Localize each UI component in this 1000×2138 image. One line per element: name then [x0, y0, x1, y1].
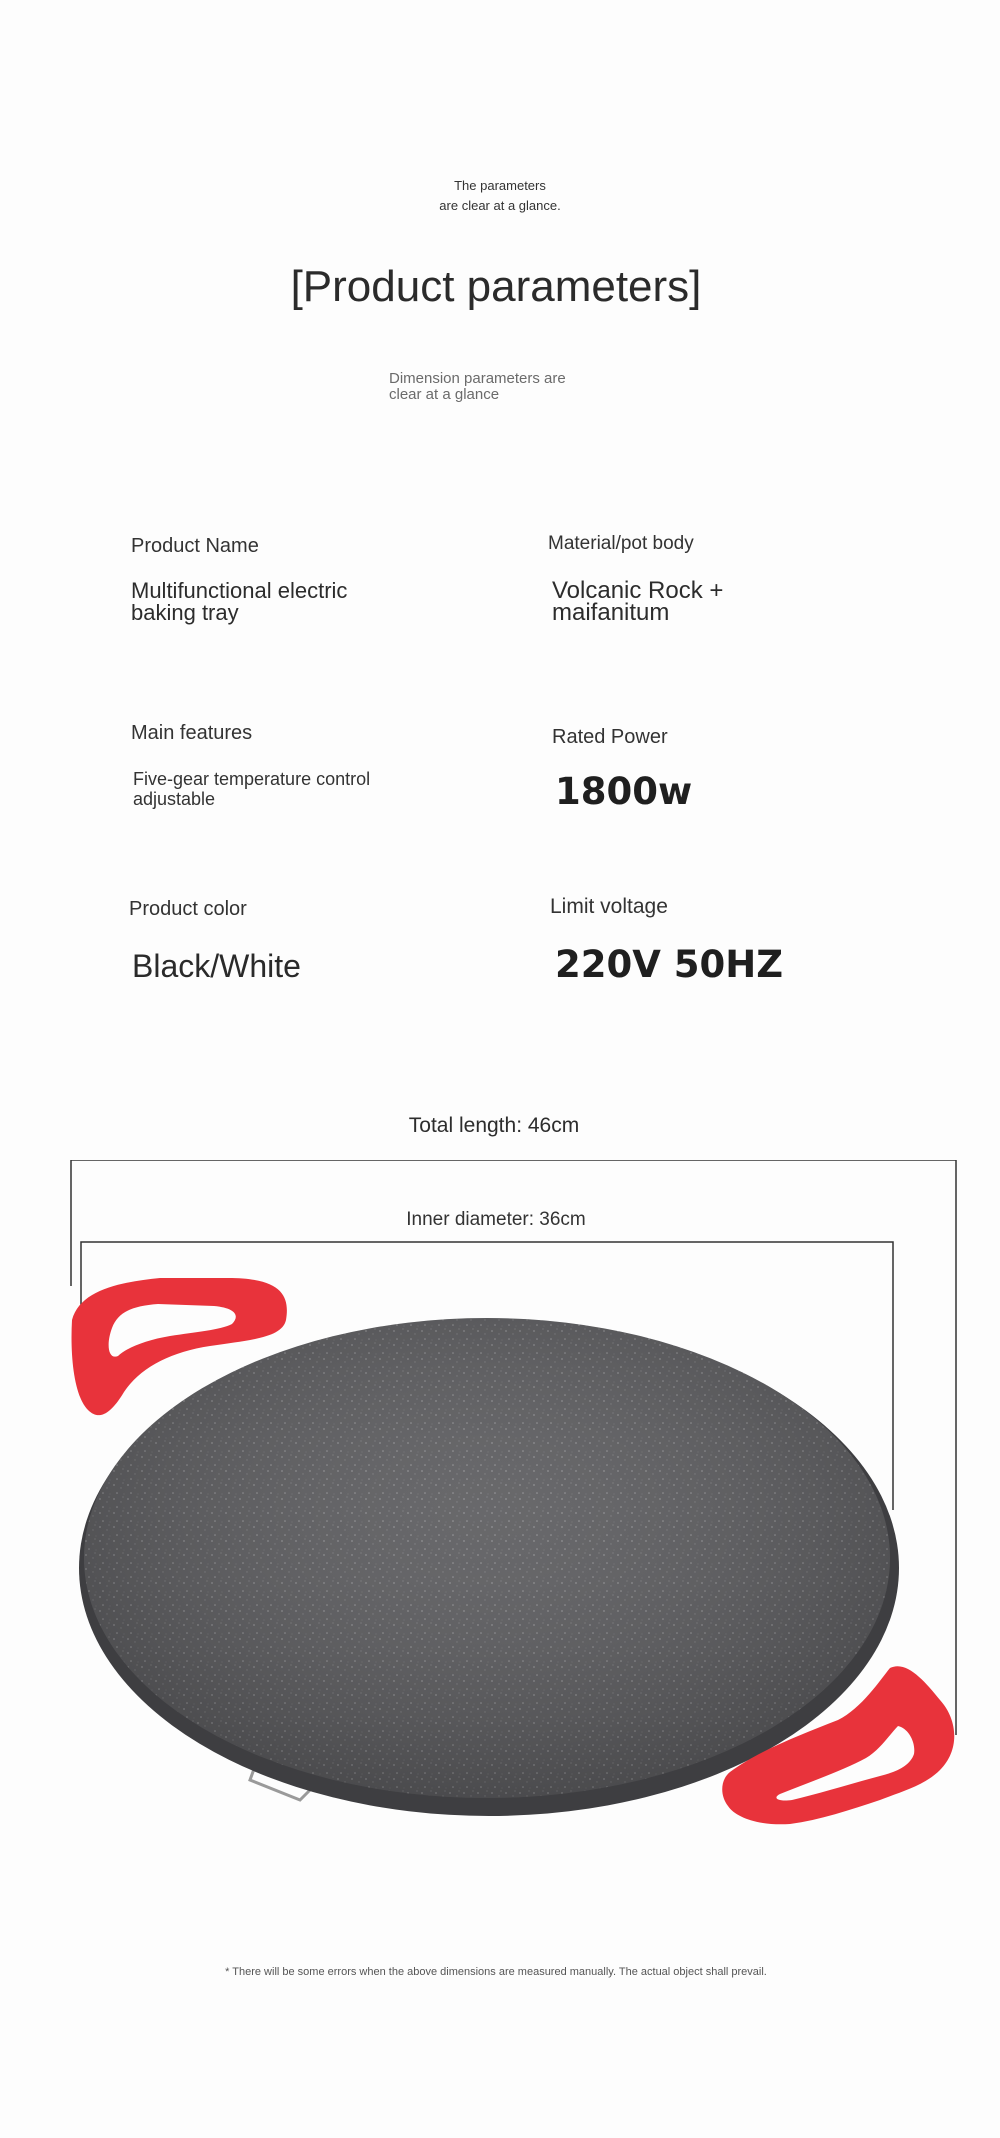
rated-power-label: Rated Power [552, 726, 668, 748]
limit-voltage-label: Limit voltage [550, 895, 668, 918]
measurement-footnote: * There will be some errors when the above dimensions are measured manually. The actual object shall prevail. [225, 1966, 767, 1978]
pan-figure [0, 1160, 1000, 1880]
material-value-line1: Volcanic Rock + [552, 577, 724, 604]
limit-voltage-value: 220V 50HZ [555, 943, 784, 986]
product-color-value: Black/White [132, 948, 301, 984]
product-name-label: Product Name [131, 535, 259, 557]
page-title: [Product parameters] [290, 262, 702, 311]
product-name-value [131, 580, 347, 624]
tagline-line1: The parameters [454, 178, 546, 193]
subtitle-line1: Dimension parameters are [389, 370, 566, 387]
product-name-value-line1: Multifunctional electric [131, 578, 348, 603]
material-value [552, 577, 724, 626]
subtitle-line2: clear at a glance [389, 386, 500, 403]
main-features-value-line2: adjustable [133, 789, 216, 809]
tagline [0, 176, 1000, 216]
material-value-line2: maifanitum [552, 599, 670, 626]
tagline-line2: are clear at a glance. [439, 198, 561, 213]
material-label: Material/pot body [548, 533, 694, 554]
product-name-value-line2: baking tray [131, 600, 239, 625]
product-color-label: Product color [129, 898, 247, 920]
main-features-value [133, 769, 370, 809]
main-features-value-line1: Five-gear temperature control [133, 769, 371, 789]
inner-diameter-label: Inner diameter: 36cm [406, 1209, 586, 1230]
rated-power-value: 1800w [555, 770, 693, 813]
main-features-label: Main features [131, 722, 253, 744]
dimension-subtitle [389, 371, 609, 403]
total-length-label: Total length: 46cm [408, 1114, 580, 1137]
